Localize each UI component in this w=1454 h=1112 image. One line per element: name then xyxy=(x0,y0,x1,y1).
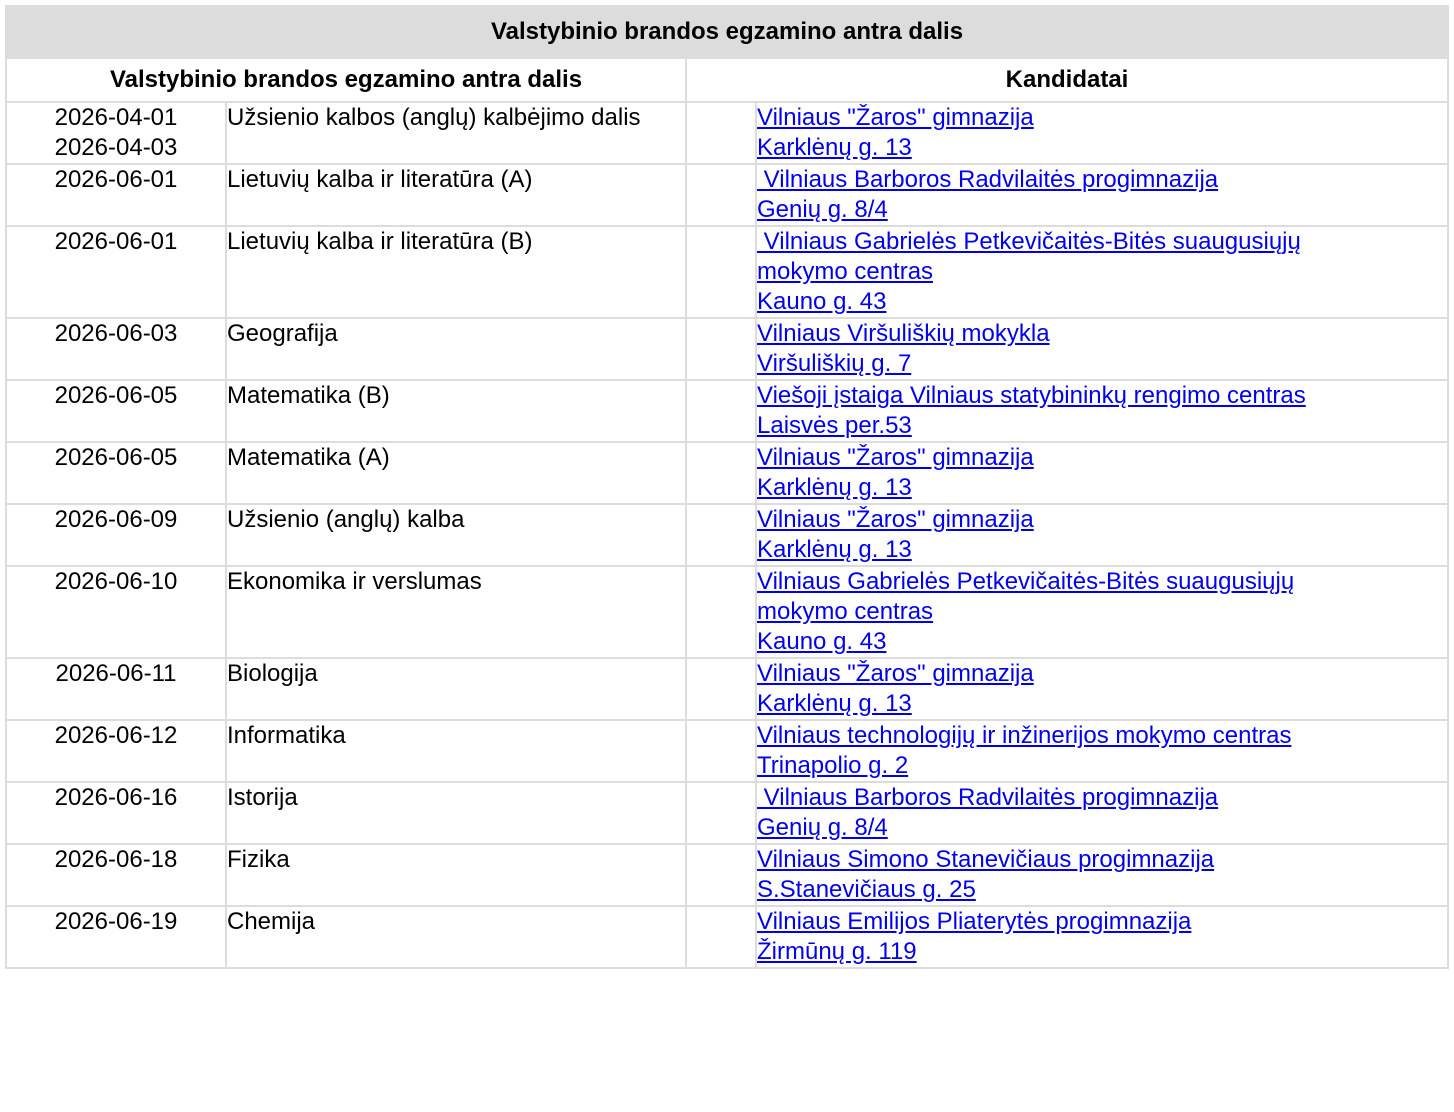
exam-location-cell xyxy=(756,380,1448,442)
location-name: Vilniaus Barboros Radvilaitės progimnazija xyxy=(757,166,1219,193)
column-header-candidates: Kandidatai xyxy=(686,58,1448,102)
location-address: Trinapolio g. 2 xyxy=(757,752,909,779)
table-row xyxy=(6,720,1448,782)
exam-subject: Geografija xyxy=(226,318,686,380)
exam-location-link[interactable] xyxy=(757,319,1447,379)
table-row xyxy=(6,566,1448,658)
location-name: Vilniaus Simono Stanevičiaus progimnazija xyxy=(757,846,1215,873)
exam-date: 2026-06-16 xyxy=(54,784,178,811)
table-body xyxy=(6,102,1448,968)
spacer-cell xyxy=(686,164,756,226)
location-address: Kauno g. 43 xyxy=(757,288,887,315)
spacer-cell xyxy=(686,566,756,658)
exam-location-link[interactable] xyxy=(757,381,1447,441)
spacer-cell xyxy=(686,226,756,318)
exam-date: 2026-06-11 xyxy=(55,660,177,687)
exam-location-link[interactable] xyxy=(757,103,1447,163)
location-address: S.Stanevičiaus g. 25 xyxy=(757,876,976,903)
location-address: Genių g. 8/4 xyxy=(757,196,888,223)
exam-subject: Informatika xyxy=(226,720,686,782)
exam-location-link[interactable] xyxy=(757,165,1447,225)
location-address: Karklėnų g. 13 xyxy=(757,134,912,161)
exam-date: 2026-04-01 xyxy=(54,104,178,131)
table-row xyxy=(6,318,1448,380)
exam-location-link[interactable] xyxy=(757,505,1447,565)
exam-date-cell xyxy=(6,844,226,906)
spacer-cell xyxy=(686,658,756,720)
table-row xyxy=(6,782,1448,844)
location-name: mokymo centras xyxy=(757,258,934,285)
exam-location-cell xyxy=(756,844,1448,906)
exam-location-cell xyxy=(756,906,1448,968)
exam-date-cell xyxy=(6,906,226,968)
location-name: Vilniaus Viršuliškių mokykla xyxy=(757,320,1050,347)
location-address: Viršuliškių g. 7 xyxy=(757,350,912,377)
exam-location-cell xyxy=(756,442,1448,504)
exam-subject: Istorija xyxy=(226,782,686,844)
exam-date: 2026-06-01 xyxy=(54,228,178,255)
exam-subject: Matematika (B) xyxy=(226,380,686,442)
column-header-exam: Valstybinio brandos egzamino antra dalis xyxy=(6,58,686,102)
location-name: Vilniaus Emilijos Pliaterytės progimnazija xyxy=(757,908,1192,935)
spacer-cell xyxy=(686,380,756,442)
exam-location-link[interactable] xyxy=(757,443,1447,503)
spacer-cell xyxy=(686,782,756,844)
exam-location-cell xyxy=(756,720,1448,782)
location-address: Karklėnų g. 13 xyxy=(757,690,912,717)
exam-date: 2026-06-01 xyxy=(54,166,178,193)
exam-location-link[interactable] xyxy=(757,907,1447,967)
exam-date-cell xyxy=(6,658,226,720)
exam-location-cell xyxy=(756,782,1448,844)
exam-subject: Biologija xyxy=(226,658,686,720)
exam-date: 2026-04-03 xyxy=(54,134,178,161)
exam-subject: Lietuvių kalba ir literatūra (B) xyxy=(226,226,686,318)
exam-date: 2026-06-19 xyxy=(54,908,178,935)
exam-date-cell xyxy=(6,226,226,318)
exam-location-cell xyxy=(756,318,1448,380)
table-header-row xyxy=(6,58,1448,102)
exam-date-cell xyxy=(6,782,226,844)
exam-date: 2026-06-10 xyxy=(54,568,178,595)
exam-date-cell xyxy=(6,442,226,504)
exam-subject: Fizika xyxy=(226,844,686,906)
location-name: Vilniaus technologijų ir inžinerijos mokymo centras xyxy=(757,722,1292,749)
exam-location-link[interactable] xyxy=(757,721,1447,781)
location-name: Vilniaus Gabrielės Petkevičaitės-Bitės suaugusiųjų xyxy=(757,568,1295,595)
location-address: Karklėnų g. 13 xyxy=(757,536,912,563)
spacer-cell xyxy=(686,102,756,164)
exam-date-cell xyxy=(6,720,226,782)
spacer-cell xyxy=(686,442,756,504)
exam-date-cell xyxy=(6,566,226,658)
exam-location-cell xyxy=(756,504,1448,566)
exam-location-cell xyxy=(756,102,1448,164)
location-name: Vilniaus "Žaros" gimnazija xyxy=(757,506,1034,533)
table-row xyxy=(6,442,1448,504)
exam-location-link[interactable] xyxy=(757,227,1447,317)
location-address: Laisvės per.53 xyxy=(757,412,912,439)
table-title: Valstybinio brandos egzamino antra dalis xyxy=(6,6,1448,58)
exam-location-cell xyxy=(756,566,1448,658)
exam-date: 2026-06-05 xyxy=(54,444,178,471)
table-row xyxy=(6,102,1448,164)
location-name: Viešoji įstaiga Vilniaus statybininkų rengimo centras xyxy=(757,382,1306,409)
spacer-cell xyxy=(686,720,756,782)
exam-location-link[interactable] xyxy=(757,659,1447,719)
spacer-cell xyxy=(686,906,756,968)
table-row xyxy=(6,906,1448,968)
exam-date-cell xyxy=(6,102,226,164)
location-name: Vilniaus "Žaros" gimnazija xyxy=(757,444,1034,471)
exam-subject: Užsienio kalbos (anglų) kalbėjimo dalis xyxy=(226,102,686,164)
location-address: Žirmūnų g. 119 xyxy=(757,938,917,965)
spacer-cell xyxy=(686,844,756,906)
table-row xyxy=(6,226,1448,318)
exam-date: 2026-06-03 xyxy=(54,320,178,347)
exam-date-cell xyxy=(6,504,226,566)
table-row xyxy=(6,504,1448,566)
exam-location-link[interactable] xyxy=(757,783,1447,843)
location-name: Vilniaus "Žaros" gimnazija xyxy=(757,104,1034,131)
location-name: mokymo centras xyxy=(757,598,934,625)
exam-location-cell xyxy=(756,658,1448,720)
exam-date: 2026-06-12 xyxy=(54,722,178,749)
exam-location-cell xyxy=(756,164,1448,226)
exam-date: 2026-06-05 xyxy=(54,382,178,409)
location-name: Vilniaus Gabrielės Petkevičaitės-Bitės suaugusiųjų xyxy=(757,228,1301,255)
exam-date: 2026-06-18 xyxy=(54,846,178,873)
spacer-cell xyxy=(686,504,756,566)
location-address: Kauno g. 43 xyxy=(757,628,887,655)
location-address: Genių g. 8/4 xyxy=(757,814,888,841)
table-row xyxy=(6,380,1448,442)
exam-location-link[interactable] xyxy=(757,567,1447,657)
exam-date-cell xyxy=(6,380,226,442)
exam-date: 2026-06-09 xyxy=(54,506,178,533)
spacer-cell xyxy=(686,318,756,380)
table-row xyxy=(6,844,1448,906)
exam-subject: Lietuvių kalba ir literatūra (A) xyxy=(226,164,686,226)
exam-schedule-table xyxy=(5,5,1449,969)
location-name: Vilniaus "Žaros" gimnazija xyxy=(757,660,1034,687)
exam-subject: Ekonomika ir verslumas xyxy=(226,566,686,658)
exam-subject: Matematika (A) xyxy=(226,442,686,504)
location-name: Vilniaus Barboros Radvilaitės progimnazija xyxy=(757,784,1219,811)
exam-date-cell xyxy=(6,318,226,380)
exam-location-cell xyxy=(756,226,1448,318)
table-row xyxy=(6,164,1448,226)
table-row xyxy=(6,658,1448,720)
table-title-row xyxy=(6,6,1448,58)
exam-date-cell xyxy=(6,164,226,226)
exam-location-link[interactable] xyxy=(757,845,1447,905)
exam-subject: Užsienio (anglų) kalba xyxy=(226,504,686,566)
exam-subject: Chemija xyxy=(226,906,686,968)
location-address: Karklėnų g. 13 xyxy=(757,474,912,501)
